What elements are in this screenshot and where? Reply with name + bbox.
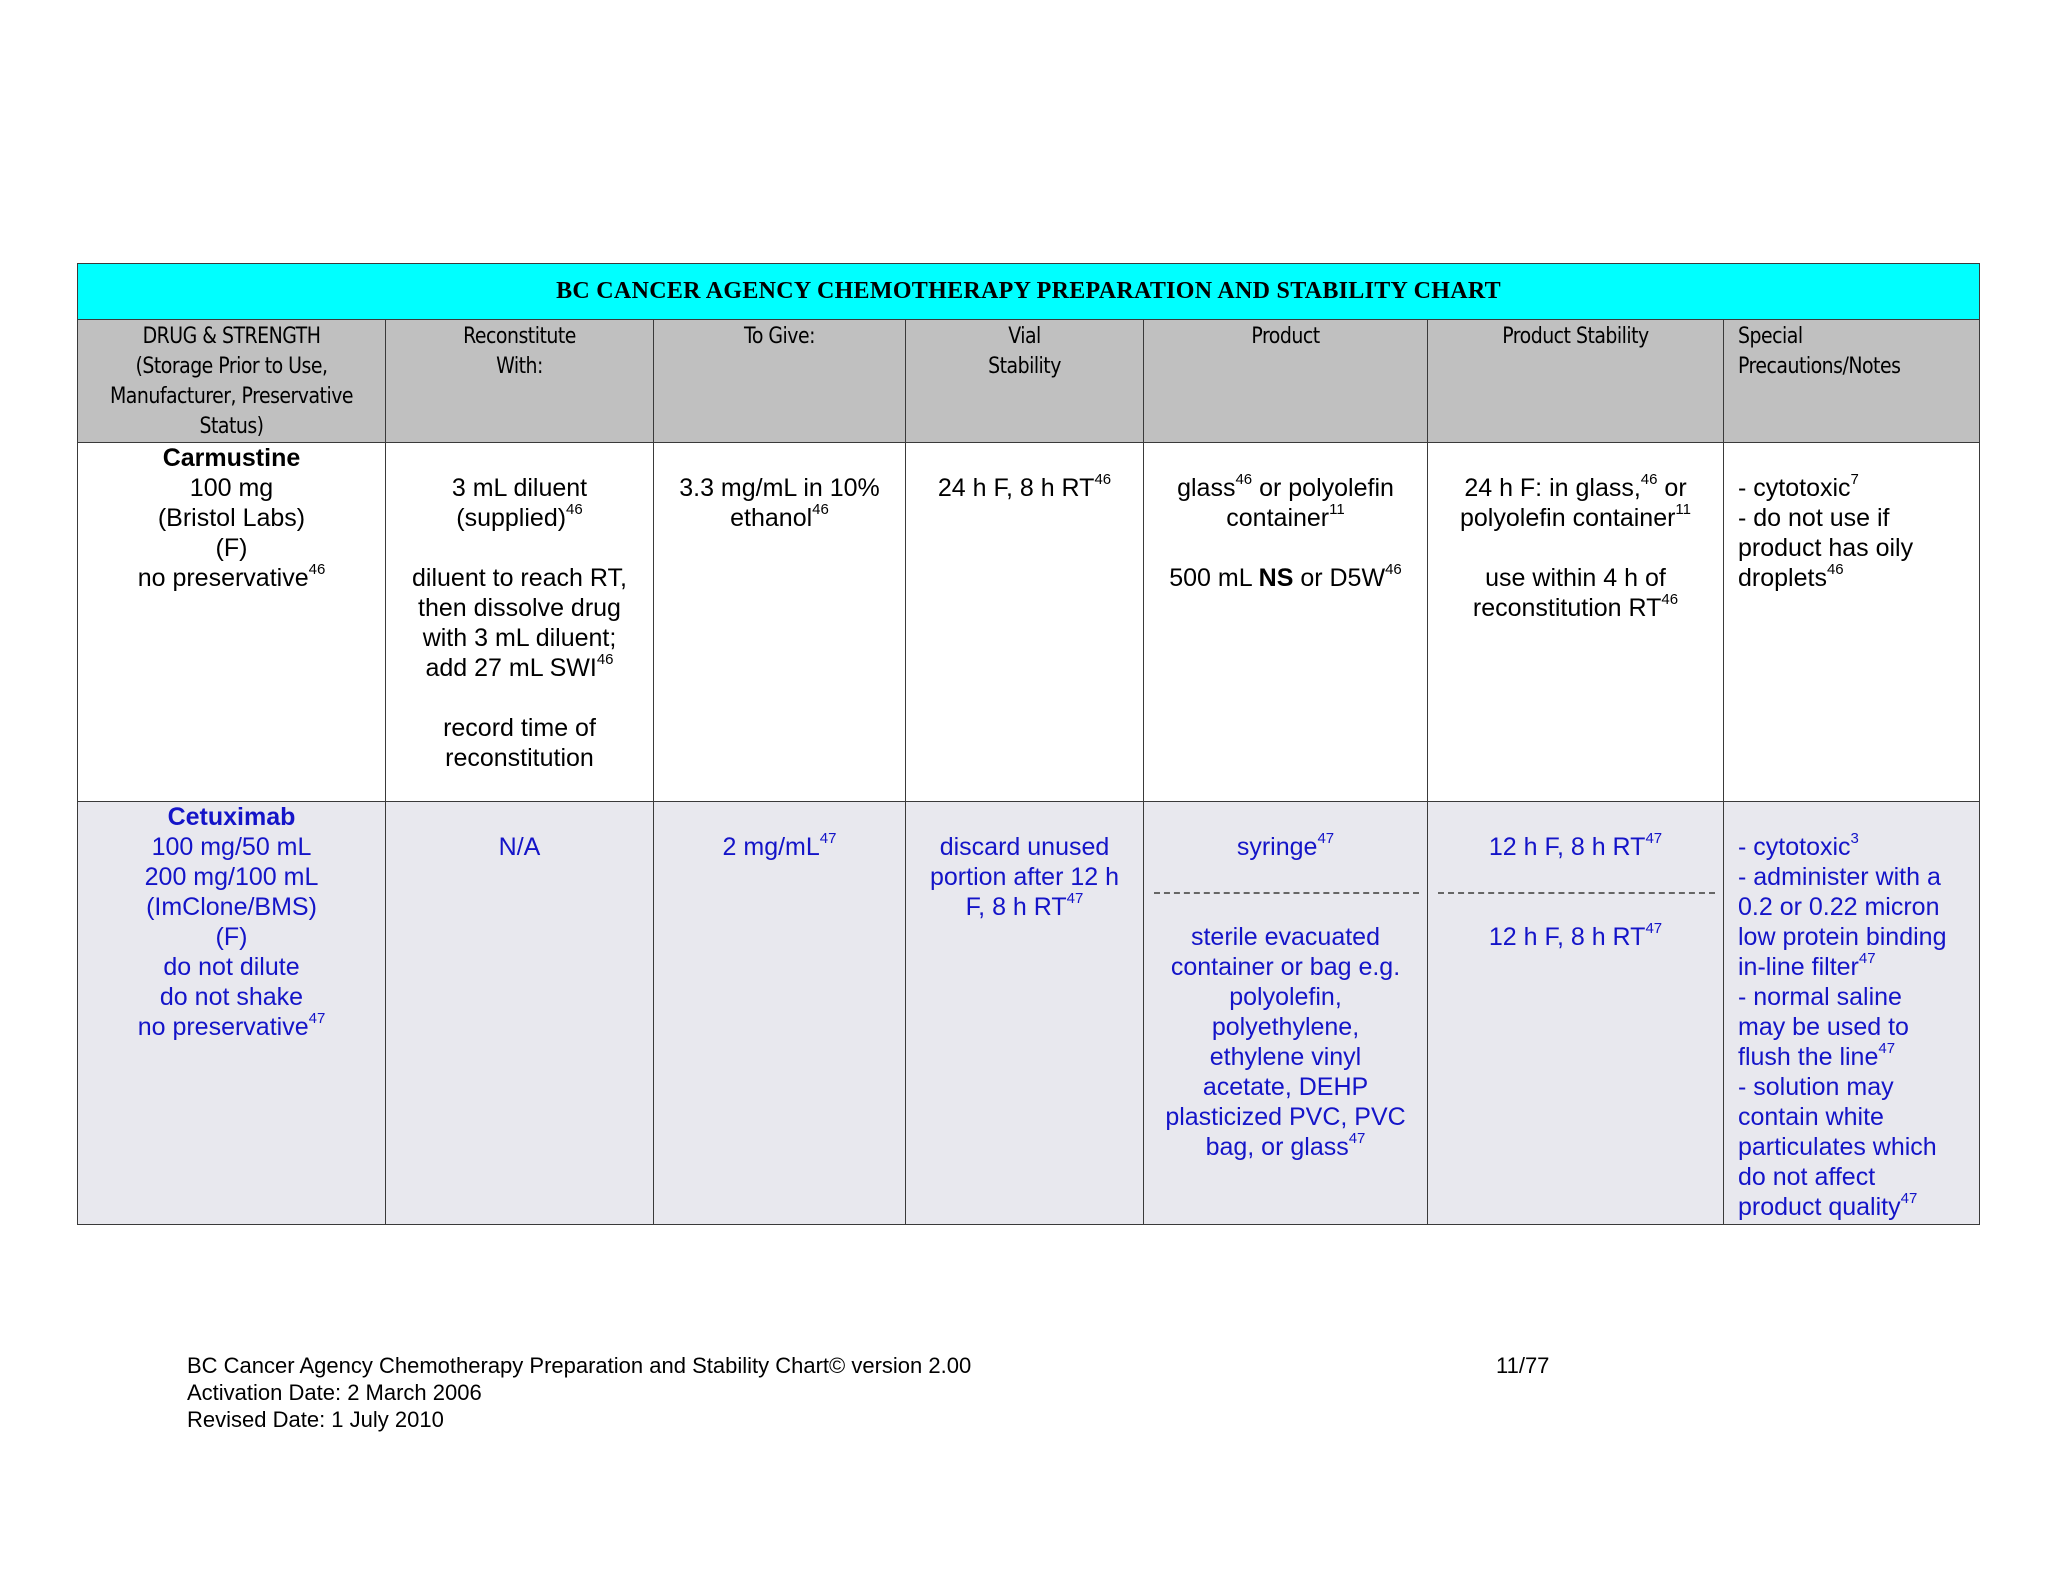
header-product: Product xyxy=(1144,320,1428,443)
cetuximab-name: Cetuximab xyxy=(167,803,296,831)
footer-activation-date: Activation Date: 2 March 2006 xyxy=(187,1380,482,1405)
carmustine-reconstitute-cell: 3 mL diluent (supplied)$^{46}$ diluent to reach RT, then dissolve drug with 3 mL diluent; add 27 mL SWI$^{46}$ record time of reconstitution xyxy=(386,443,654,802)
cetuximab-product-cell: syringe$^{47}$ sterile evacuated container or bag e.g. polyolefin, polyethylene, ethylene vinyl acetate, DEHP plasticized PVC, PVC bag, or glass$^{47}$ xyxy=(1144,802,1428,1225)
header-row xyxy=(78,320,1980,443)
header-vial-stability: Vial Stability xyxy=(906,320,1144,443)
header-product-stability: Product Stability xyxy=(1428,320,1724,443)
carmustine-drug-cell: Carmustine 100 mg (Bristol Labs) (F) no preservative$^{46}$ xyxy=(78,443,386,802)
stability-chart-table xyxy=(77,263,1980,1225)
header-reconstitute: Reconstitute With: xyxy=(386,320,654,443)
cetuximab-vial-stability-cell: discard unused portion after 12 h F, 8 h RT$^{47}$ xyxy=(906,802,1144,1225)
page-number: 11/77 xyxy=(1496,1353,1550,1378)
divider xyxy=(1438,892,1715,894)
cetuximab-drug-cell: Cetuximab 100 mg/50 mL 200 mg/100 mL (ImClone/BMS) (F) do not dilute do not shake no preservative$^{47}$ xyxy=(78,802,386,1225)
footer-info xyxy=(187,1352,971,1433)
cetuximab-product-stability-cell: 12 h F, 8 h RT$^{47}$ 12 h F, 8 h RT$^{47}$ xyxy=(1428,802,1724,1225)
cetuximab-to-give-cell: 2 $mg/mL^{47}$ xyxy=(654,802,906,1225)
header-special-precautions: Special Precautions/Notes xyxy=(1724,320,1980,443)
carmustine-vial-stability-cell: 24 h F, 8 h RT$^{46}$ xyxy=(906,443,1144,802)
cetuximab-reconstitute-cell: N/A xyxy=(386,802,654,1225)
header-to-give: To Give: xyxy=(654,320,906,443)
table-row-carmustine xyxy=(78,443,1980,802)
footer-revised-date: Revised Date: 1 July 2010 xyxy=(187,1407,444,1432)
carmustine-name: Carmustine xyxy=(162,444,301,472)
carmustine-product-stability-cell: 24 h F: in glass,$^{46}$ or polyolefin container$^{11}$ use within 4 h of reconstitution RT$^{46}$ xyxy=(1428,443,1724,802)
cetuximab-notes-cell: - cytotoxic$^3$ - administer with a 0.2 or 0.22 micron low protein binding in-line filter$^{47}$ - normal saline may be used to flush the line$^{47}$ - solution may contain white particulates which do not affect product quality$^{47}$ xyxy=(1724,802,1980,1225)
chart-title: BC CANCER AGENCY CHEMOTHERAPY PREPARATION AND STABILITY CHART xyxy=(78,264,1980,320)
divider xyxy=(1154,892,1419,894)
carmustine-notes-cell: - cytotoxic$^7$ - do not use if product has oily droplets$^{46}$ xyxy=(1724,443,1980,802)
carmustine-to-give-cell: 3.3 mg/mL in 10% ethanol$^{46}$ xyxy=(654,443,906,802)
footer-chart-version: BC Cancer Agency Chemotherapy Preparation and Stability Chart© version 2.00 xyxy=(187,1353,972,1378)
header-drug-strength: DRUG & STRENGTH (Storage Prior to Use, Manufacturer, Preservative Status) xyxy=(78,320,386,443)
carmustine-product-cell: glass$^{46}$ or polyolefin container$^{11}$ 500 mL NS or $D5W^{46}$ xyxy=(1144,443,1428,802)
table-row-cetuximab xyxy=(78,802,1980,1225)
